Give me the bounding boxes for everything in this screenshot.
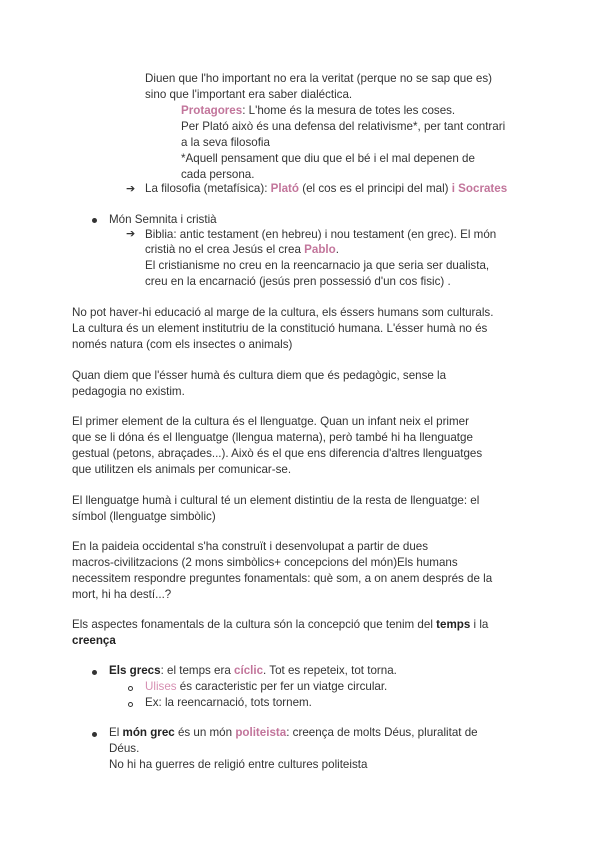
paragraph-line: mort, hi ha destí...?: [72, 588, 172, 601]
arrow-bullet-icon: ➔: [126, 183, 136, 195]
mon-mid: és un món: [174, 726, 236, 739]
creenca-line: [72, 633, 116, 649]
pablo-line: [145, 242, 339, 258]
filosofia-text: La filosofia (metafísica):: [145, 182, 271, 195]
paragraph-line: que utilitzen els animals per comunicar-se.: [72, 463, 292, 476]
grecs-label: Els grecs: [109, 664, 161, 677]
note-line: cada persona.: [181, 168, 255, 181]
note-line: creu en la encarnació (jesús pren possessió d'un cos fisic) .: [145, 275, 451, 288]
grecs-post: . Tot es repeteix, tot torna.: [263, 664, 397, 677]
mon-line: Déus.: [109, 742, 140, 755]
note-line: sino que l'important era saber dialéctica.: [145, 88, 353, 101]
aspectes-mid: i la: [470, 618, 489, 631]
bullet-circle-icon: [128, 686, 133, 691]
bullet-text: Món Semnita i cristià: [109, 213, 217, 226]
note-line: Diuen que l'ho important no era la veritat (perque no se sap que es): [145, 72, 493, 85]
paragraph-line: símbol (llenguatge simbòlic): [72, 510, 216, 523]
example-line: Ex: la reencarnació, tots tornem.: [145, 696, 312, 709]
mon-grec-label: món grec: [122, 726, 175, 739]
mon-text: El: [109, 726, 123, 739]
ulises-line: [145, 679, 387, 695]
paragraph-line: macros-civilitzacions (2 mons simbòlics+ concepcions del món)Els humans: [72, 556, 458, 569]
bullet-dot-icon: [92, 732, 97, 737]
bullet-dot-icon: [92, 218, 97, 223]
filosofia-mid: (el cos es el principi del mal): [299, 182, 452, 195]
note-line: Per Plató això és una defensa del relativisme*, per tant contrari: [181, 120, 506, 133]
grecs-line: [109, 663, 397, 679]
paragraph-line: que se li dóna és el llenguatge (llengua materna), però també hi ha llenguatge: [72, 431, 473, 444]
mon-post: : creença de molts Déus, pluralitat de: [286, 726, 478, 739]
aspectes-text: Els aspectes fonamentals de la cultura són la concepció que tenim del: [72, 618, 437, 631]
grecs-text: : el temps era: [160, 664, 235, 677]
paragraph-line: pedagogia no existim.: [72, 385, 185, 398]
ciclic-term: cíclic: [234, 664, 264, 677]
paragraph-line: gestual (petons, abraçades...). Això és el que ens diferencia d'altres llenguatges: [72, 447, 483, 460]
protagores-text: : L'home és la mesura de totes les coses.: [242, 104, 456, 117]
bullet-dot-icon: [92, 670, 97, 675]
arrow-bullet-icon: ➔: [126, 228, 136, 240]
paragraph-line: només natura (com els insectes o animals): [72, 338, 293, 351]
politeista-term: politeista: [235, 726, 287, 739]
note-line: El cristianisme no creu en la reencarnacio ja que seria ser dualista,: [145, 259, 490, 272]
paragraph-line: En la paideia occidental s'ha construït i desenvolupat a partir de dues: [72, 540, 429, 553]
note-line: a la seva filosofia: [181, 136, 270, 149]
filosofia-line: [145, 181, 507, 197]
pablo-text: cristià no el crea Jesús el crea: [145, 243, 305, 256]
temps-term: temps: [436, 618, 471, 631]
bullet-circle-icon: [128, 702, 133, 707]
paragraph-line: La cultura és un element institutriu de la constitució humana. L'ésser humà no és: [72, 322, 488, 335]
pablo-period: .: [335, 243, 339, 256]
mon-grec-line: [109, 725, 478, 741]
biblia-line: Biblia: antic testament (en hebreu) i nou testament (en grec). El món: [145, 228, 497, 241]
paragraph-line: No pot haver-hi educació al marge de la cultura, els éssers humans som culturals.: [72, 306, 494, 319]
mon-line: No hi ha guerres de religió entre cultures politeista: [109, 758, 368, 771]
creenca-term: creença: [72, 634, 116, 647]
paragraph-line: Quan diem que l'ésser humà és cultura diem que és pedagògic, sense la: [72, 369, 447, 382]
pablo-name: Pablo: [304, 243, 336, 256]
aspectes-line: [72, 617, 488, 633]
paragraph-line: necessitem respondre preguntes fonamentals: què som, a on anem després de la: [72, 572, 493, 585]
note-line: *Aquell pensament que diu que el bé i el mal depenen de: [181, 152, 475, 165]
ulises-name: Ulises: [145, 680, 177, 693]
plato-name: Plató: [270, 182, 300, 195]
socrates-name: i Socrates: [451, 182, 508, 195]
paragraph-line: El llenguatge humà i cultural té un element distintiu de la resta de llenguatge: el: [72, 494, 480, 507]
protagores-name: Protagores: [181, 104, 243, 117]
protagores-line: [181, 103, 455, 119]
ulises-text: és caracteristic per fer un viatge circular.: [176, 680, 388, 693]
paragraph-line: El primer element de la cultura és el llenguatge. Quan un infant neix el primer: [72, 415, 469, 428]
